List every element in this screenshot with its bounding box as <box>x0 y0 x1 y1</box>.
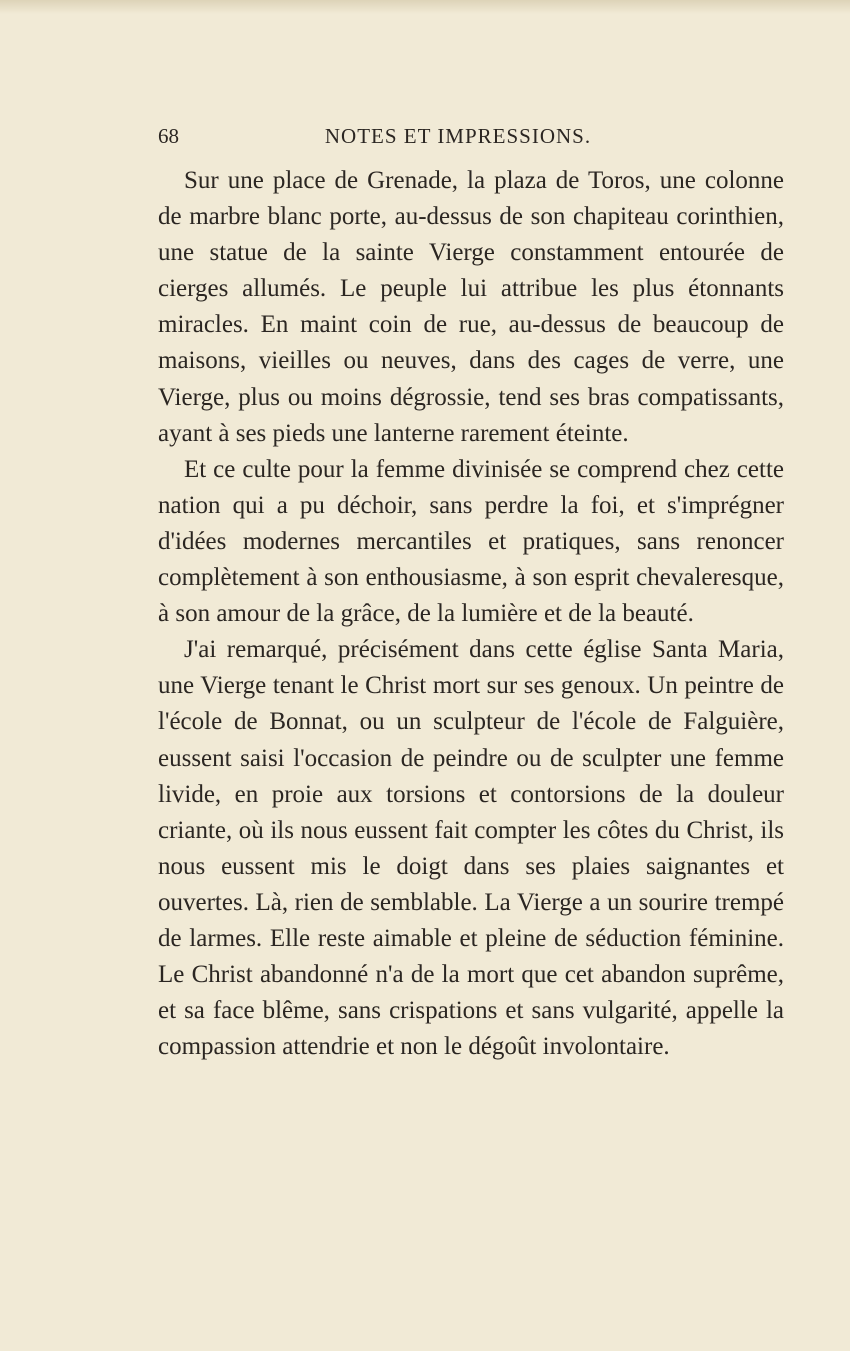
body-text <box>158 163 784 1065</box>
running-title: NOTES ET IMPRESSIONS. <box>324 124 592 148</box>
running-head <box>158 124 784 154</box>
page-edge-shadow <box>0 0 850 14</box>
paragraph-3: J'ai remarqué, précisément dans cette église Santa Maria, une Vierge tenant le Christ mort sur ses genoux. Un peintre de l'école de Bonnat, ou un sculpteur de l'école de Falguière, eussent saisi l'occasion de peindre ou de sculpter une femme livide, en proie aux torsions et contorsions de la douleur criante, où ils nous eussent fait compter les côtes du Christ, ils nous eussent mis le doigt dans ses plaies saignantes et ouvertes. Là, rien de semblable. La Vierge a un sourire trempé de larmes. Elle reste aimable et pleine de séduction féminine. Le Christ abandonné n'a de la mort que cet abandon suprême, et sa face blême, sans crispations et sans vulgarité, appelle la compassion attendrie et non le dégoût involontaire. <box>158 636 784 1061</box>
paragraph-2: Et ce culte pour la femme divinisée se comprend chez cette nation qui a pu déchoir, sans perdre la foi, et s'imprégner d'idées modernes mercantiles et pratiques, sans renoncer complètement à son enthousiasme, à son esprit chevaleresque, à son amour de la grâce, de la lumière et de la beauté. <box>158 455 784 628</box>
page-number: 68 <box>158 124 179 148</box>
paragraph-1: Sur une place de Grenade, la plaza de Toros, une colonne de marbre blanc porte, au-dessus de son chapiteau corinthien, une statue de la sainte Vierge constamment entourée de cierges allumés. Le peuple lui attribue les plus étonnants miracles. En maint coin de rue, au-dessus de beaucoup de maisons, vieilles ou neuves, dans des cages de verre, une Vierge, plus ou moins dégrossie, tend ses bras compatissants, ayant à ses pieds une lanterne rarement éteinte. <box>158 167 784 447</box>
